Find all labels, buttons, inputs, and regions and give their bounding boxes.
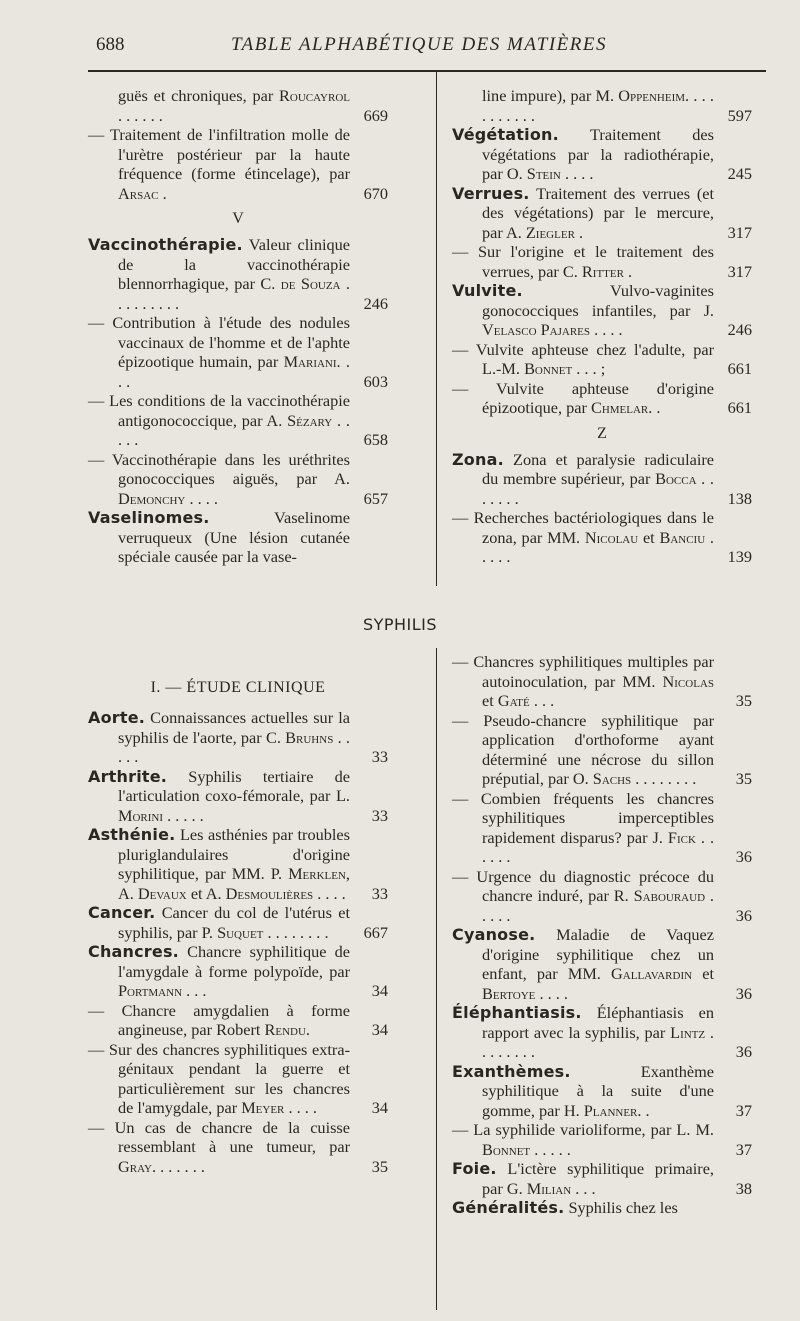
author-name: Demonchy	[118, 488, 186, 508]
entry-keyword: Vulvite.	[452, 281, 523, 300]
page-reference: 138	[727, 488, 752, 508]
author-name: Velasco Pajares	[482, 320, 591, 339]
entry-text: — Un cas de chancre de la cuisse ressemblant à une tumeur, par	[88, 1117, 350, 1156]
entry-text: — Recherches bactériologiques dans le zona, par MM.	[452, 508, 714, 547]
author-name: Sachs	[592, 769, 632, 788]
page-reference: 35	[735, 691, 752, 710]
index-entry	[88, 391, 388, 450]
author-name: Ziegler	[525, 222, 575, 242]
index-entry	[452, 86, 752, 125]
page-reference: 597	[727, 105, 752, 125]
page-reference: 245	[727, 164, 752, 183]
entry-keyword: Cancer.	[88, 903, 156, 922]
page-reference: 35	[735, 769, 752, 788]
column-top-left	[88, 86, 388, 567]
entry-text: et	[638, 527, 660, 547]
entry-text: Zona et paralysie radiculaire du membre supérieur, par	[482, 449, 714, 488]
leader-dots: . . . . . . .	[151, 1156, 205, 1176]
entry-keyword: Foie.	[452, 1159, 497, 1178]
leader-dots: . . .	[571, 1178, 596, 1198]
page-reference: 317	[727, 222, 752, 242]
header-rule	[88, 70, 766, 72]
leader-dots: . . . . .	[482, 527, 714, 566]
entry-keyword: Végétation.	[452, 125, 559, 144]
entry-text: Vaselinome verruqueux (Une lésion cutanée spéciale causée par la vase-	[118, 508, 350, 566]
entry-text: — Urgence du diagnostic précoce du chancre induré, par R.	[452, 866, 714, 905]
page-reference: 35	[371, 1156, 388, 1176]
entry-text: — Pseudo-chancre syphilitique par application d'orthoforme ayant déterminé une nécrose du sillon préputial, par O.	[452, 710, 714, 788]
author-name: Banciu	[659, 527, 706, 547]
index-entry	[452, 242, 752, 281]
index-entry	[452, 1198, 752, 1218]
entry-text: Valeur clinique de la vaccinothérapie blennorrhagique, par C.	[118, 235, 350, 293]
column-divider-bottom	[436, 648, 437, 1310]
index-entry	[452, 508, 752, 567]
page-reference: 246	[363, 293, 388, 313]
index-entry	[88, 825, 388, 903]
page-reference: 603	[363, 371, 388, 391]
entry-text: Syphilis tertiaire de l'articulation coxo-fémorale, par L.	[118, 766, 350, 805]
entry-text: — Vulvite aphteuse chez l'adulte, par L.-M.	[452, 339, 714, 378]
author-name: Roucayrol	[279, 86, 350, 105]
author-name: Portmann	[118, 981, 183, 1000]
entry-text: — Vaccinothérapie dans les uréthrites gonococciques aiguës, par A.	[88, 449, 350, 488]
entry-text: et A.	[186, 883, 226, 903]
page-reference: 670	[363, 183, 388, 203]
page-reference: 33	[371, 883, 388, 903]
leader-dots: . . . .	[313, 883, 346, 903]
index-entry	[452, 1062, 752, 1121]
entry-text: Syphilis chez les	[564, 1198, 678, 1217]
entry-text: Traitement des verrues (et des végétations) par le mercure, par A.	[482, 183, 714, 242]
index-entry	[452, 281, 752, 340]
author-name: Desmoulières	[225, 883, 314, 903]
page-reference: 38	[735, 1178, 752, 1198]
leader-dots: . . . . . . . .	[482, 1022, 714, 1061]
entry-text: guës et chroniques, par	[118, 86, 280, 105]
leader-dots: .	[158, 183, 167, 203]
author-name: Gray	[118, 1156, 152, 1176]
page-reference: 246	[727, 320, 752, 339]
index-entry	[88, 1040, 388, 1118]
leader-dots: . . . . . . . . . . .	[482, 86, 714, 125]
entry-text: — Sur des chancres syphilitiques extra-génitaux pendant la guerre et particulièrement sur les chancres de l'amygdale, par	[88, 1039, 350, 1117]
index-entry	[88, 508, 388, 567]
author-name: Morini	[118, 805, 164, 825]
entry-text: — Chancre amygdalien à forme angineuse, par Robert	[88, 1000, 350, 1039]
leader-dots: . . . . . . . .	[263, 922, 329, 942]
entry-keyword: Vaccinothérapie.	[88, 235, 243, 254]
index-entry	[452, 867, 752, 926]
entry-keyword: Éléphantiasis.	[452, 1003, 582, 1022]
index-entry	[88, 903, 388, 942]
page-reference: 33	[371, 747, 388, 766]
author-name: Bertoye	[482, 983, 536, 1003]
entry-text: — Vulvite aphteuse d'origine épizootique, par	[452, 378, 714, 417]
author-name: Meyer	[241, 1098, 285, 1117]
index-entry	[452, 184, 752, 243]
entry-text: , A.	[118, 864, 350, 903]
author-name: de Souza	[280, 274, 341, 293]
author-name: Devaux	[137, 883, 187, 903]
page-reference: 657	[363, 488, 388, 508]
entry-text: — La syphilide varioliforme, par L. M.	[452, 1120, 714, 1139]
page-reference: 317	[727, 261, 752, 281]
author-name: Nicolas	[662, 671, 714, 691]
entry-text: Exanthème syphilitique à la suite d'une gomme, par H.	[482, 1061, 714, 1120]
entry-text: Connaissances actuelles sur la syphilis de l'aorte, par C.	[118, 708, 350, 747]
author-name: Suquet	[217, 922, 264, 942]
entry-text: Les asthénies par troubles pluriglandulaires d'origine syphilitique, par MM. P.	[118, 825, 350, 883]
column-top-right	[452, 86, 752, 567]
index-entry	[88, 767, 388, 826]
leader-dots: . . . .	[535, 983, 568, 1003]
index-entry	[88, 1118, 388, 1177]
column-divider-top	[436, 72, 437, 586]
author-name: Milian	[526, 1178, 572, 1198]
leader-dots: . . . . .	[163, 805, 204, 825]
author-name: Gaté	[497, 691, 530, 710]
page-reference: 667	[363, 922, 388, 942]
author-name: Bonnet	[524, 359, 573, 378]
entry-text: — Contribution à l'étude des nodules vaccinaux de l'homme et de l'aphte épizootique humain, par	[88, 313, 350, 371]
entry-keyword: Chancres.	[88, 942, 179, 961]
leader-dots: . . . . . . . .	[631, 769, 697, 788]
entry-keyword: Verrues.	[452, 183, 530, 203]
page-reference: 36	[735, 847, 752, 866]
leader-dots: . . . . .	[530, 1139, 571, 1159]
index-entry	[88, 313, 388, 391]
entry-text: line impure), par M.	[482, 86, 619, 105]
running-title: TABLE ALPHABÉTIQUE DES MATIÈRES	[231, 34, 607, 55]
leader-dots: . . . . .	[118, 727, 351, 766]
index-entry	[88, 86, 388, 125]
author-name: Lintz	[670, 1022, 706, 1042]
page-reference: 36	[735, 1042, 752, 1061]
index-entry	[452, 1120, 752, 1159]
leader-dots: . .	[637, 1100, 650, 1120]
author-name: Fick	[667, 827, 696, 847]
index-entry	[88, 708, 388, 767]
column-bottom-left	[88, 660, 388, 1176]
page-reference: 36	[735, 905, 752, 925]
entry-text: — Les conditions de la vaccinothérapie antigonococcique, par A.	[88, 391, 350, 430]
entry-text: — Sur l'origine et le traitement des verrues, par C.	[452, 242, 714, 281]
author-name: Bruhns	[285, 727, 334, 747]
entry-text: et	[692, 964, 714, 983]
author-name: Merklen	[288, 864, 346, 883]
page-reference: 37	[735, 1100, 752, 1120]
index-entry	[88, 942, 388, 1001]
entry-text: — Combien fréquents les chancres syphilitiques imperceptibles rapidement disparus? par J.	[452, 788, 714, 847]
page-reference: 669	[363, 105, 388, 125]
page-number: 688	[96, 34, 125, 55]
index-entry	[452, 652, 752, 711]
leader-dots: .	[574, 222, 584, 242]
leader-dots: . . . .	[284, 1098, 317, 1117]
section-letter: V	[232, 210, 244, 227]
author-name: Bocca	[655, 469, 697, 488]
index-entry	[452, 379, 752, 418]
leader-dots: . . . . . . . . .	[118, 274, 351, 313]
leader-dots: . . . . .	[118, 410, 351, 449]
author-name: Gallavardin	[611, 964, 693, 983]
leader-dots: . . . .	[590, 320, 623, 339]
leader-dots: . . . . . .	[118, 105, 163, 125]
author-name: Arsac	[118, 183, 159, 203]
subsection-title: I. — ÉTUDE CLINIQUE	[150, 679, 326, 696]
page-reference: 34	[371, 1098, 388, 1117]
author-name: Chmelar	[590, 398, 649, 417]
index-entry	[88, 235, 388, 313]
leader-dots: . . . . . .	[482, 827, 715, 866]
entry-text: Vulvo-vaginites gonococciques infantiles, par J.	[482, 281, 714, 320]
entry-keyword: Aorte.	[88, 708, 146, 727]
entry-text: Traitement des végétations par la radiothérapie, par O.	[482, 125, 714, 183]
index-entry	[452, 450, 752, 509]
author-name: Mariani	[283, 352, 337, 371]
leader-dots: . . . . .	[482, 886, 715, 925]
entry-keyword: Exanthèmes.	[452, 1061, 571, 1081]
index-entry	[452, 789, 752, 867]
entry-text: L'ictère syphilitique primaire, par G.	[482, 1159, 714, 1198]
author-name: Sabouraud	[633, 886, 706, 905]
page-reference: 139	[727, 547, 752, 566]
entry-keyword: Vaselinomes.	[88, 508, 210, 527]
leader-dots: . . . .	[118, 352, 350, 391]
index-entry	[88, 1001, 388, 1040]
leader-dots: . . .	[529, 691, 555, 710]
entry-keyword: Généralités.	[452, 1198, 565, 1217]
page-reference: 34	[371, 981, 388, 1000]
entry-text: — Chancres syphilitiques multiples par autoinoculation, par MM.	[452, 652, 714, 691]
leader-dots: . . . .	[560, 164, 594, 183]
section-title: SYPHILIS	[362, 615, 438, 634]
author-name: Sézary	[287, 410, 333, 430]
entry-text: Maladie de Vaquez d'origine syphilitique chez un enfant, par MM.	[482, 925, 714, 983]
index-entry	[88, 125, 388, 203]
leader-dots: . . . . . . .	[482, 469, 714, 508]
leader-dots: . . . ;	[572, 359, 606, 378]
page-reference: 661	[727, 398, 752, 417]
leader-dots: . . . .	[185, 488, 218, 508]
entry-keyword: Asthénie.	[88, 825, 176, 844]
index-entry	[452, 711, 752, 789]
author-name: Rendu	[264, 1020, 306, 1039]
leader-dots: .	[305, 1020, 310, 1039]
index-entry	[452, 1159, 752, 1198]
running-head	[96, 34, 766, 64]
author-name: Oppenheim	[618, 86, 686, 105]
leader-dots: .	[623, 261, 633, 281]
index-entry	[452, 925, 752, 1003]
author-name: Planner	[583, 1100, 638, 1120]
author-name: Nicolau	[584, 527, 639, 547]
entry-text: — Traitement de l'infiltration molle de l'urètre postérieur par la haute fréquence (forme étincelage), par	[88, 125, 350, 183]
entry-text: Chancre syphilitique de l'amygdale à forme polypoïde, par	[118, 942, 350, 981]
leader-dots: . . .	[182, 981, 207, 1000]
index-entry	[88, 450, 388, 509]
page-reference: 34	[371, 1020, 388, 1039]
leader-dots: . .	[648, 398, 661, 417]
page-reference: 33	[371, 805, 388, 825]
entry-text: Éléphantiasis en rapport avec la syphilis, par	[482, 1003, 714, 1042]
index-entry	[452, 1003, 752, 1062]
entry-text: Cancer du col de l'utérus et syphilis, par P.	[118, 903, 350, 942]
section-letter: Z	[597, 424, 607, 442]
author-name: Stein	[526, 164, 561, 183]
entry-keyword: Arthrite.	[88, 766, 168, 786]
entry-keyword: Zona.	[452, 449, 504, 469]
author-name: Bonnet	[482, 1139, 531, 1159]
page-reference: 37	[735, 1139, 752, 1159]
page-reference: 661	[727, 359, 752, 378]
column-bottom-right	[452, 652, 752, 1218]
index-entry	[452, 125, 752, 184]
author-name: Ritter	[581, 261, 624, 281]
index-entry	[452, 340, 752, 379]
page-reference: 36	[735, 983, 752, 1003]
entry-text: et	[482, 691, 498, 710]
entry-keyword: Cyanose.	[452, 925, 536, 944]
page-reference: 658	[363, 430, 388, 449]
